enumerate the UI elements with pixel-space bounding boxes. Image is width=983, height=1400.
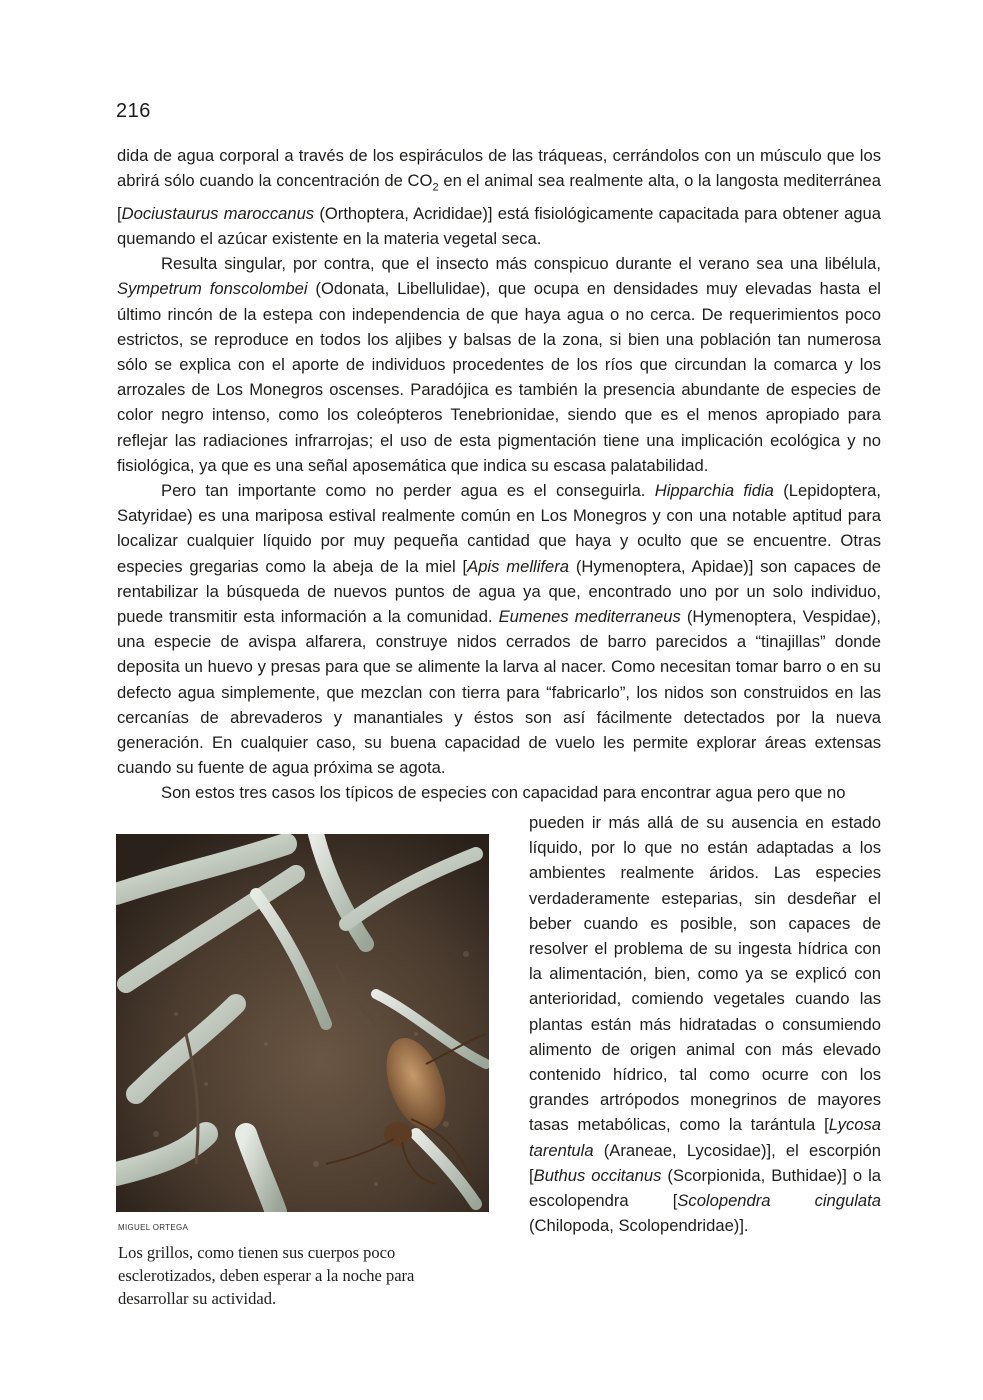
figure-caption: Los grillos, como tienen sus cuerpos poco esclerotizados, deben esperar a la noche para desarrollar su actividad. xyxy=(118,1243,415,1308)
text-run: (Chilopoda, Scolopendridae)]. xyxy=(529,1216,749,1236)
text-run: dida de agua corporal a través de los espiráculos de las tráqueas, cerrándolos con un músculo que los abrirá sólo cuando la concentración de CO xyxy=(117,146,881,191)
text-run: Scolopendra cingulata xyxy=(677,1191,882,1211)
text-run: Resulta singular, por contra, que el insecto más conspicuo durante el verano sea una libélula, xyxy=(161,254,881,274)
main-text-column xyxy=(117,143,881,806)
text-run: (Hymenoptera, Vespidae), una especie de avispa alfarera, construye nidos cerrados de barro parecidos a “tinajillas” donde deposita un huevo y presas para que se alimente la larva al nacer. Como necesitan tomar barro o en su defecto agua simplemente, que mezclan con tierra para “fabricarlo”, los nidos son construidos en las cercanías de abrevaderos y manantiales y éstos son así fácilmente detectados por la nueva generación. En cualquier caso, su buena capacidad de vuelo les permite explorar áreas extensas cuando su fuente de agua próxima se agota. xyxy=(117,606,882,778)
text-run: (Odonata, Libellulidae), que ocupa en densidades muy elevadas hasta el último rincón de la estepa con independencia de que haya agua o no cerca. De requerimientos poco estrictos, se reproduce en todos los aljibes y balsas de la zona, si bien una población tan numerosa sólo se explica con el aporte de individuos procedentes de los ríos que circundan la comarca y los arrozales de Los Monegros oscenses. Paradójica es también la presencia abundante de especies de color negro intenso, como los coleópteros Tenebrionidae, siendo que es el menos apropiado para reflejar las radiaciones infrarrojas; el uso de esta pigmentación tiene una implicación ecológica y no fisiológica, ya que es una señal aposemática que indica su escasa palatabilidad. xyxy=(117,279,881,475)
paragraph-4-first-line: Son estos tres casos los típicos de especies con capacidad para encontrar agua pero que no xyxy=(161,783,846,803)
paragraph-4-continued xyxy=(529,810,881,1238)
page-number: 216 xyxy=(116,100,151,122)
paragraph-3 xyxy=(117,478,881,780)
text-run: (Orthoptera, Acrididae)] está fisiológicamente capacitada para obtener agua quemando el azúcar existente en la materia vegetal seca. xyxy=(117,203,881,248)
text-run: Pero tan importante como no perder agua es el conseguirla. xyxy=(161,480,655,500)
text-run: Dociustaurus maroccanus xyxy=(121,203,315,223)
text-run: en el animal sea realmente alta, o la langosta mediterránea [ xyxy=(117,171,881,223)
text-run: (Araneae, Lycosidae)], el escorpión [ xyxy=(529,1140,881,1185)
text-run: pueden ir más allá de su ausencia en estado líquido, por lo que no están adaptadas a los ambientes realmente áridos. Las especies verdaderamente esteparias, sin desdeñar el beber cuando es posible, son capaces de resolver el problema de su ingesta hídrica con la alimentación, bien, como ya se explicó con anterioridad, comiendo vegetales cuando las plantas están más hidratadas o consumiendo alimento de origen animal con más elevado contenido hídrico, tal como ocurre con los grandes artrópodos monegrinos de mayores tasas metabólicas, como la tarántula [ xyxy=(529,813,881,1135)
text-run: Buthus occitanus xyxy=(533,1165,662,1185)
photo-credit: MIGUEL ORTEGA xyxy=(118,1223,189,1232)
text-run: Lycosa tarentula xyxy=(529,1115,881,1160)
text-run: (Hymenoptera, Apidae)] son capaces de rentabilizar la búsqueda de nuevos puntos de agua ya que, encontrado uno por un solo individuo, puede transmitir esta información a la comunidad. xyxy=(117,556,881,626)
text-run: 2 xyxy=(432,181,439,194)
text-run: Eumenes mediterraneus xyxy=(498,606,681,626)
paragraph-2 xyxy=(117,251,881,478)
text-run: Hipparchia fidia xyxy=(654,480,774,500)
text-run: (Scorpionida, Buthidae)] o la escolopendra [ xyxy=(529,1165,881,1211)
text-run: Sympetrum fonscolombei xyxy=(117,279,308,299)
text-run: Apis mellifera xyxy=(467,556,569,576)
paragraph-1 xyxy=(117,143,881,251)
cricket-photo xyxy=(116,834,489,1212)
cricket-photo-illustration xyxy=(116,834,489,1212)
side-text-column xyxy=(529,810,881,1238)
text-run: (Lepidoptera, Satyridae) es una mariposa estival realmente común en Los Monegros y con una notable aptitud para localizar cualquier líquido por muy pequeña cantidad que haya y oculto que se encuentre. Otras especies gregarias como la abeja de la miel [ xyxy=(117,480,882,576)
